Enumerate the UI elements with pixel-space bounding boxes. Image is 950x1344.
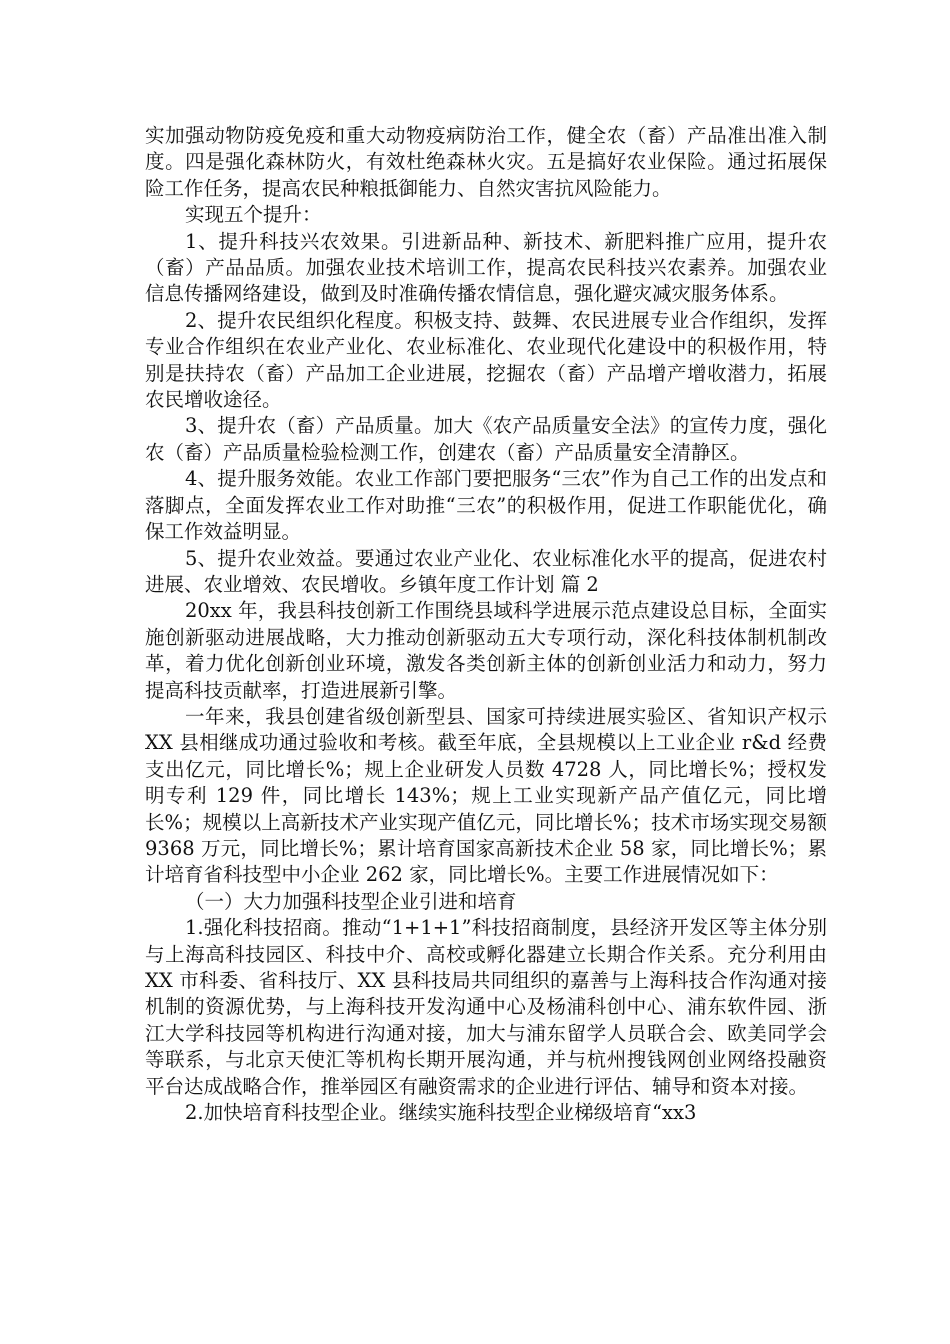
paragraph-12: 2.加快培育科技型企业。继续实施科技型企业梯级培育“xx3: [184, 1101, 697, 1125]
paragraph-5: 3、提升农（畜）产品质量。加大《农产品质量安全法》的宣传力度，强化农（畜）产品质量检验检测工作，创建农（畜）产品质量安全清静区。: [145, 414, 827, 464]
paragraph-11: 1.强化科技招商。推动“1+1+1”科技招商制度，县经济开发区等主体分别与上海高科技园区、科技中介、高校或孵化器建立长期合作关系。充分利用由 XX 市科委、省科技厅、XX 县科技局共同组织的嘉善与上海科技合作沟通对接机制的资源优势，与上海科技开发沟通中心及杨浦科创中心、浦东软件园、浙江大学科技园等机构进行沟通对接，加大与浦东留学人员联合会、欧美同学会等联系，与北京天使汇等机构长期开展沟通，并与杭州搜钱网创业网络投融资平台达成战略合作，推举园区有融资需求的企业进行评估、辅导和资本对接。: [145, 916, 827, 1098]
paragraph-9: 一年来，我县创建省级创新型县、国家可持续进展实验区、省知识产权示 XX 县相继成功通过验收和考核。截至年底，全县规模以上工业企业 r&d 经费支出亿元，同比增长%；规上企业研发人员数 4728 人，同比增长%；授权发明专利 129 件，同比增长 143%；规上工业实现新产品产值亿元，同比增长%；规模以上高新技术产业实现产值亿元，同比增长%；技术市场实现交易额 9368 万元，同比增长%；累计培育国家高新技术企业 58 家，同比增长%；累计培育省科技型中小企业 262 家，同比增长%。主要工作进展情况如下：: [145, 704, 827, 887]
paragraph-1: 实加强动物防疫免疫和重大动物疫病防治工作，健全农（畜）产品准出准入制度。四是强化森林防火，有效杜绝森林火灾。五是搞好农业保险。通过拓展保险工作任务，提高农民种粮抵御能力、自然灾害抗风险能力。: [145, 124, 827, 200]
paragraph-4: 2、提升农民组织化程度。积极支持、鼓舞、农民进展专业合作组织，发挥专业合作组织在农业产业化、农业标准化、农业现代化建设中的积极作用，特别是扶持农（畜）产品加工企业进展，挖掘农（畜）产品增产增收潜力，拓展农民增收途径。: [145, 308, 827, 412]
paragraph-7: 5、提升农业效益。要通过农业产业化、农业标准化水平的提高，促进农村进展、农业增效、农民增收。乡镇年度工作计划 篇 2: [145, 546, 827, 596]
paragraph-8: 20xx 年，我县科技创新工作围绕县域科学进展示范点建设总目标，全面实施创新驱动进展战略，大力推动创新驱动五大专项行动，深化科技体制机制改革，着力优化创新创业环境，激发各类创新主体的创新创业活力和动力，努力提高科技贡献率，打造进展新引擎。: [145, 599, 827, 702]
document-page: [145, 123, 827, 1126]
paragraph-3: 1、提升科技兴农效果。引进新品种、新技术、新肥料推广应用，提升农（畜）产品品质。加强农业技术培训工作，提高农民科技兴农素养。加强农业信息传播网络建设，做到及时准确传播农情信息，强化避灾减灾服务体系。: [145, 229, 827, 306]
section-heading: （一）大力加强科技型企业引进和培育: [184, 889, 517, 913]
paragraph-6: 4、提升服务效能。农业工作部门要把服务“三农”作为自己工作的出发点和落脚点，全面发挥农业工作对助推“三农”的积极作用，促进工作职能优化，确保工作效益明显。: [145, 467, 827, 544]
paragraph-2: 实现五个提升：: [184, 203, 322, 227]
